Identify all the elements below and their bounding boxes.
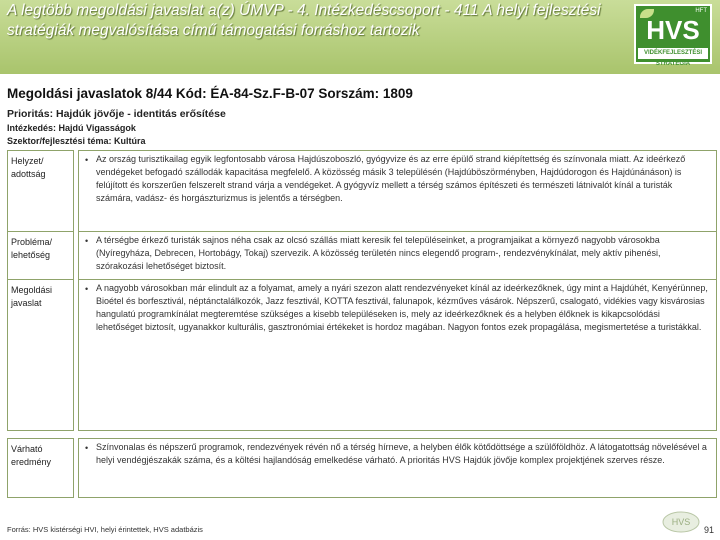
hvs-logo bbox=[634, 4, 712, 67]
row-text: Színvonalas és népszerű programok, rendezvények révén nő a térség hírneve, a helyben élők kötődöttsége a szülőföldhöz. A látogatottság növelésével a helyi vendégjészakák száma, és a költési hajlandóság emelkedése várható. A prioritás HVS Hajdúk jövője komplex projektjének szerves része. bbox=[96, 442, 707, 465]
logo-subtext: VIDÉKFEJLESZTÉSI STRATÉGIA bbox=[638, 48, 708, 59]
logo-small-text: HFT bbox=[695, 8, 707, 14]
hvs-badge-icon bbox=[661, 510, 701, 534]
row-label: Probléma/ lehetőség bbox=[7, 231, 74, 283]
table-row bbox=[7, 150, 717, 235]
priority-line: Prioritás: Hajdúk jövője - identitás erősítése bbox=[7, 108, 226, 120]
table-row bbox=[7, 438, 717, 498]
bullet-icon: • bbox=[85, 155, 89, 165]
page-number: 91 bbox=[704, 525, 715, 535]
page-heading: A legtöbb megoldási javaslat a(z) ÚMVP - 4. Intézkedéscsoport - 411 A helyi fejlesztési stratégiák megvalósítása című támogatási forráshoz tartozik bbox=[7, 2, 601, 39]
row-content bbox=[78, 150, 717, 235]
header-banner bbox=[0, 0, 720, 74]
main-title: Megoldási javaslatok 8/44 Kód: ÉA-84-Sz.F-B-07 Sorszám: 1809 bbox=[7, 86, 413, 101]
row-content bbox=[78, 231, 717, 283]
source-footer: Forrás: HVS kistérségi HVI, helyi érintettek, HVS adatbázis bbox=[7, 525, 203, 534]
row-content bbox=[78, 438, 717, 498]
row-content bbox=[78, 279, 717, 431]
logo-text: HVS bbox=[646, 15, 700, 45]
table-row bbox=[7, 231, 717, 283]
row-text: A nagyobb városokban már elindult az a folyamat, amely a nyári szezon alatt rendezvényeket kínál az ideérkezőknek, úgy mint a Hajdúhét, Kenyérünnep, Bioétel és borfesztivál, néptánctalálkozók, Jazz fesztivál, KOTTA fesztivál, falunapok, kézműves vásárok. Népszerű, csalogató, vidékies vagy kisvárosias hangulatú programkínálat megteremtése szükséges a kisebb településeken is, mely az ideérkezőknek és a helyben élőknek is kikapcsolódási lehetőséget biztosít, ugyanakkor kulturális, gasztronómiai értékeket is hordoz magában. Nagyon fontos ezek propagálása, megismertetése a turistákkal. bbox=[96, 283, 708, 332]
bullet-icon: • bbox=[85, 284, 89, 294]
row-text: Az ország turisztikailag egyik legfontosabb városa Hajdúszoboszló, gyógyvize és az erre épülő strand kiépítettség és színvonala miatt. Az ideérkező vendégeket befogadó szállodák kapacitása megfelelő. A közösség másik 3 településén (Hajdúböszörményben, Hajdúdorogon és Hajdúnánáson) is felújított és korszerűen felszerelt strand várja a vendégeket. A gyógyvíz mellett a térség számos építészeti és természeti látnivalót kínál a turisták számára, vadász- és horgászturizmus is jelentős a térségben. bbox=[96, 154, 686, 203]
sector-line: Szektor/fejlesztési téma: Kultúra bbox=[7, 136, 146, 146]
bullet-icon: • bbox=[85, 236, 89, 246]
badge-text: HVS bbox=[671, 517, 691, 527]
table-row bbox=[7, 279, 717, 431]
row-text: A térségbe érkező turisták sajnos néha csak az olcsó szállás miatt keresik fel településeinket, a programjaikat a környező nagyobb városokba (Nyíregyháza, Debrecen, Hortobágy, Tokaj) szervezik. A közösség területén nincs elegendő program-, rendezvénykínálat, mely aktív pihenési, szórakozási lehetőséget biztosít. bbox=[96, 235, 661, 271]
bullet-icon: • bbox=[85, 443, 89, 453]
row-label: Helyzet/ adottság bbox=[7, 150, 74, 235]
measure-line: Intézkedés: Hajdú Vigasságok bbox=[7, 123, 136, 133]
solution-table bbox=[7, 150, 717, 518]
row-label: Várható eredmény bbox=[7, 438, 74, 498]
row-label: Megoldási javaslat bbox=[7, 279, 74, 431]
